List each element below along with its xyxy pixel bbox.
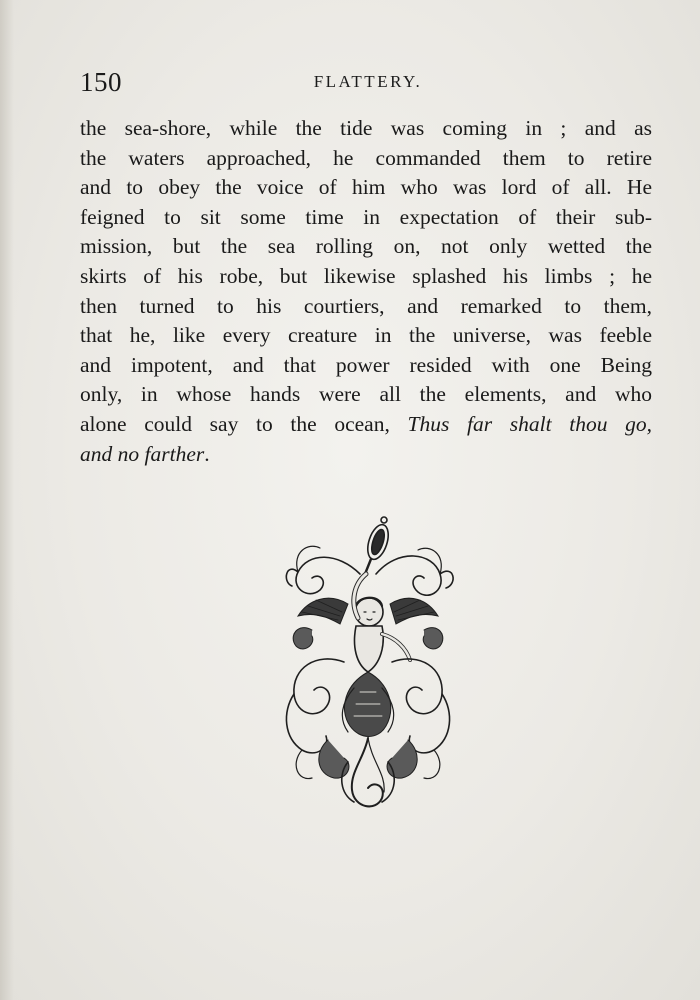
text-line: the sea-shore, while the tide was coming in ; and as [80, 116, 652, 140]
text-line: the waters approached, he commanded them to retire [80, 145, 652, 170]
italic-quote: Thus far shalt thou go, [407, 411, 653, 436]
text-line: mission, but the sea rolling on, not only wetted the [80, 234, 652, 259]
running-title: FLATTERY. [313, 72, 423, 91]
cherub-with-mirror-scrollwork-icon [268, 512, 468, 822]
text-line: skirts of his robe, but likewise splashed his limbs ; he [80, 263, 652, 288]
body-text [80, 114, 652, 469]
text-line: then turned to his courtiers, and remarked to them, [80, 293, 652, 318]
closing-period: . [204, 441, 210, 466]
gutter-shadow [0, 0, 14, 1000]
page-number: 150 [80, 67, 122, 97]
text-line-prefix: alone could say to the ocean, [80, 411, 408, 436]
running-head [80, 66, 656, 98]
text-line [80, 440, 652, 470]
text-line: and to obey the voice of him who was lord of all. He [80, 175, 652, 200]
text-line: that he, like every creature in the universe, was feeble [80, 323, 652, 348]
text-line [80, 410, 652, 440]
italic-quote-end: and no farther [80, 441, 205, 466]
text-line: feigned to sit some time in expectation of their sub- [80, 204, 652, 229]
text-line: only, in whose hands were all the elements, and who [80, 382, 652, 407]
text-line: and impotent, and that power resided with one Being [80, 352, 652, 377]
